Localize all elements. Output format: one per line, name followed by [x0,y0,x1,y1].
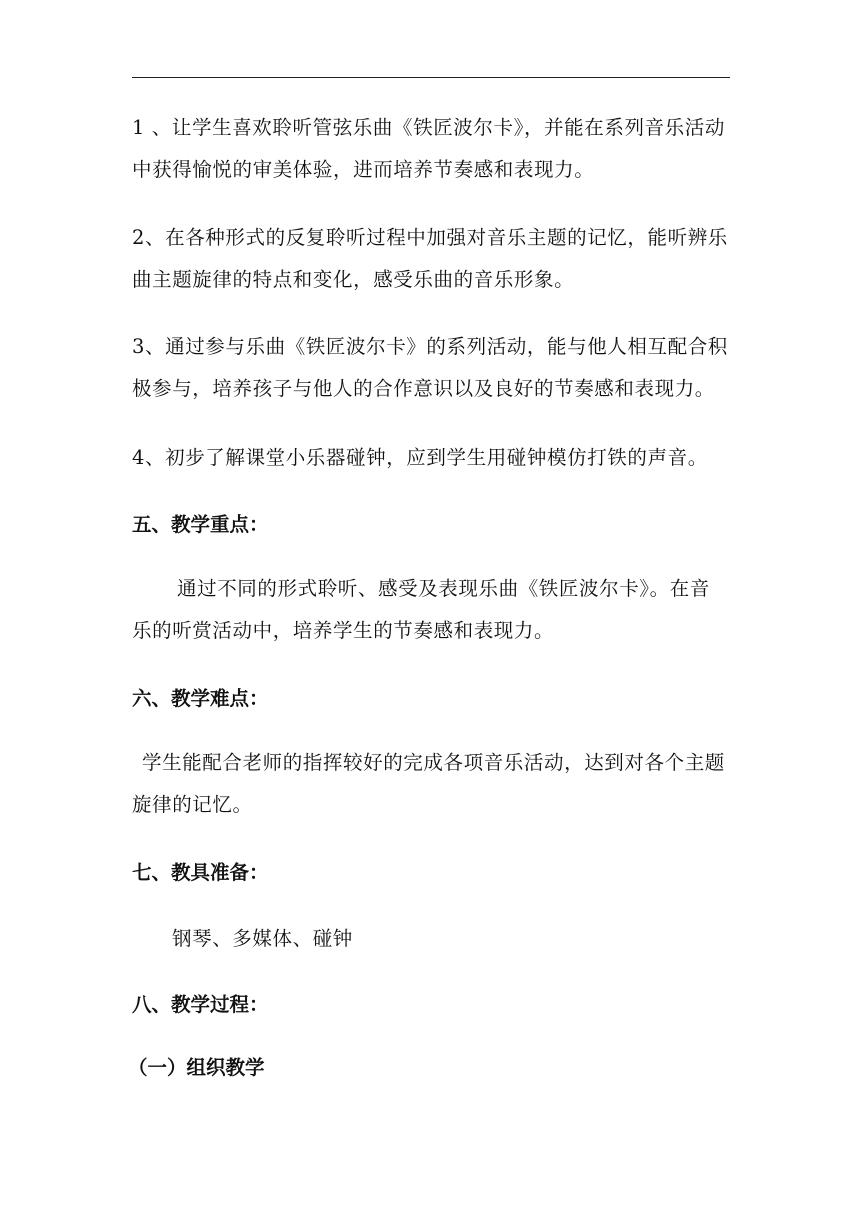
header-rule [132,77,730,78]
section-heading-process: 八、教学过程： [132,993,269,1016]
goal-3-line-1: 3、通过参与乐曲《铁匠波尔卡》的系列活动，能与他人相互配合积 [132,335,728,358]
section-heading-difficulties: 六、教学难点： [132,687,269,710]
goal-item-3 [132,326,732,410]
goal-1-line-2: 中获得愉悦的审美体验，进而培养节奏感和表现力。 [132,158,595,181]
goal-item-4 [132,437,732,479]
goal-3-line-2: 极参与，培养孩子与他人的合作意识以及良好的节奏感和表现力。 [132,377,715,400]
goal-4-line-1: 4、初步了解课堂小乐器碰钟，应到学生用碰钟模仿打铁的声音。 [132,446,708,469]
materials-paragraph [132,918,732,960]
difficulties-line-2: 旋律的记忆。 [132,793,253,816]
section-heading-materials: 七、教具准备： [132,861,269,884]
difficulties-paragraph [132,742,732,826]
goal-1-line-1: 1 、让学生喜欢聆听管弦乐曲《铁匠波尔卡》，并能在系列音乐活动 [132,116,725,139]
goal-item-2 [132,217,732,301]
materials-list: 钢琴、多媒体、碰钟 [172,927,353,950]
goal-2-line-1: 2、在各种形式的反复聆听过程中加强对音乐主题的记忆，能听辨乐 [132,226,728,249]
goal-2-line-2: 曲主题旋律的特点和变化，感受乐曲的音乐形象。 [132,268,575,291]
key-points-paragraph [132,568,732,652]
section-heading-key-points: 五、教学重点： [132,513,269,536]
difficulties-line-1: 学生能配合老师的指挥较好的完成各项音乐活动，达到对各个主题 [142,751,725,774]
sub-heading-organize: （一）组织教学 [128,1056,265,1079]
goal-item-1 [132,107,732,191]
key-points-line-2: 乐的听赏活动中，培养学生的节奏感和表现力。 [132,619,555,642]
key-points-line-1: 通过不同的形式聆听、感受及表现乐曲《铁匠波尔卡》。在音 [177,577,710,600]
